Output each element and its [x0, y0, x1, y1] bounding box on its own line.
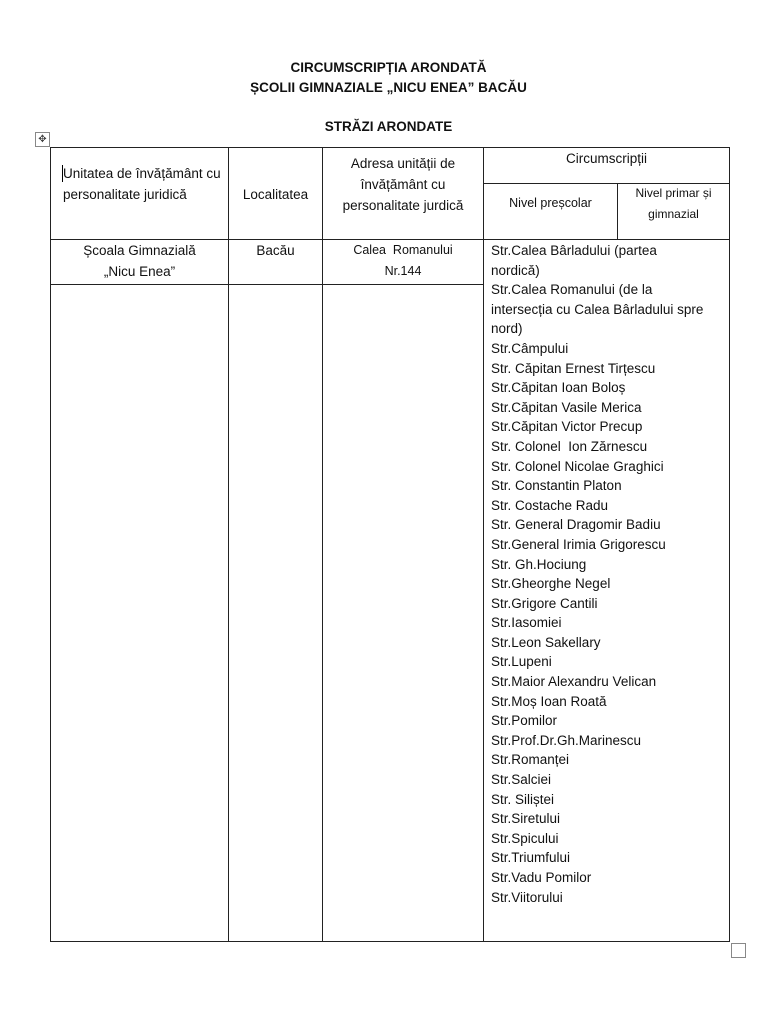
- street-item: Str.Calea Romanului (de la: [491, 282, 653, 298]
- street-item: Str.Pomilor: [491, 713, 558, 729]
- street-item: Str.Căpitan Victor Precup: [491, 419, 643, 435]
- header-unit: Unitatea de învățământ cu personalitate juridică: [63, 166, 221, 202]
- street-item: Str.Moș Ioan Roată: [491, 693, 607, 709]
- street-item: Str.Siretului: [491, 811, 561, 827]
- street-item: Str.Lupeni: [491, 654, 552, 670]
- document-subtitle: STRĂZI ARONDATE: [324, 119, 453, 134]
- row-address: [323, 240, 483, 282]
- table-col-divider: [228, 147, 229, 942]
- street-item: Str.Viitorului: [491, 889, 563, 905]
- street-item: intersecția cu Calea Bârladului spre: [491, 301, 704, 317]
- street-item: Str. Constantin Platon: [491, 478, 622, 494]
- street-list: [491, 241, 729, 907]
- table-col-divider: [617, 183, 618, 239]
- street-item: nord): [491, 321, 523, 337]
- street-item: Str.Gheorghe Negel: [491, 576, 611, 592]
- document-title-line1: CIRCUMSCRIPȚIA ARONDATĂ: [290, 60, 487, 75]
- header-address: Adresa unității de învățământ cu personalitate jurdică: [342, 156, 464, 213]
- street-item: Str.General Irimia Grigorescu: [491, 536, 666, 552]
- row-address-line1: Calea Romanului: [353, 243, 453, 257]
- table-border-right: [729, 147, 730, 942]
- street-item: Str. Gh.Hociung: [491, 556, 587, 572]
- street-item: Str.Calea Bârladului (partea: [491, 243, 657, 258]
- street-item: Str.Romanței: [491, 752, 570, 768]
- street-item: Str.Căpitan Ioan Boloș: [491, 380, 626, 396]
- document-title-line2: ȘCOLII GIMNAZIALE „NICU ENEA” BACĂU: [250, 80, 527, 95]
- street-item: Str.Spicului: [491, 830, 559, 846]
- table-border-bottom: [50, 941, 730, 942]
- header-locality: Localitatea: [242, 187, 309, 202]
- street-item: nordică): [491, 262, 540, 278]
- row-address-line2: Nr.144: [384, 264, 422, 278]
- table-move-handle-icon[interactable]: ✥: [35, 132, 50, 147]
- street-item: Str. Căpitan Ernest Tirțescu: [491, 360, 656, 376]
- table-row-divider: [50, 284, 484, 285]
- street-item: Str.Căpitan Vasile Merica: [491, 399, 642, 415]
- street-item: Str.Grigore Cantili: [491, 595, 598, 611]
- header-primary-gymnasium: Nivel primar și gimnazial: [635, 186, 712, 221]
- street-item: Str. Siliștei: [491, 791, 555, 807]
- street-item: Str.Câmpului: [491, 340, 569, 356]
- row-unit-line1: Școala Gimnazială: [83, 243, 196, 258]
- table-resize-handle[interactable]: [731, 943, 746, 958]
- street-item: Str.Prof.Dr.Gh.Marinescu: [491, 732, 642, 748]
- row-locality: Bacău: [256, 243, 295, 258]
- street-item: Str.Vadu Pomilor: [491, 870, 592, 885]
- street-item: Str. Colonel Ion Zărnescu: [491, 438, 648, 454]
- table-col-divider: [483, 147, 484, 942]
- street-item: Str.Salciei: [491, 772, 552, 788]
- header-circumscriptions: Circumscripții: [566, 151, 647, 166]
- header-preschool: Nivel preșcolar: [509, 196, 592, 210]
- row-unit-line2: „Nicu Enea”: [103, 264, 176, 279]
- row-unit: [51, 240, 228, 282]
- street-item: Str.Iasomiei: [491, 615, 562, 631]
- street-item: Str. Costache Radu: [491, 497, 609, 513]
- street-item: Str.Leon Sakellary: [491, 634, 601, 650]
- street-item: Str. Colonel Nicolae Graghici: [491, 458, 664, 474]
- street-item: Str.Triumfului: [491, 850, 571, 866]
- street-item: Str. General Dragomir Badiu: [491, 517, 661, 533]
- street-item: Str.Maior Alexandru Velican: [491, 674, 657, 690]
